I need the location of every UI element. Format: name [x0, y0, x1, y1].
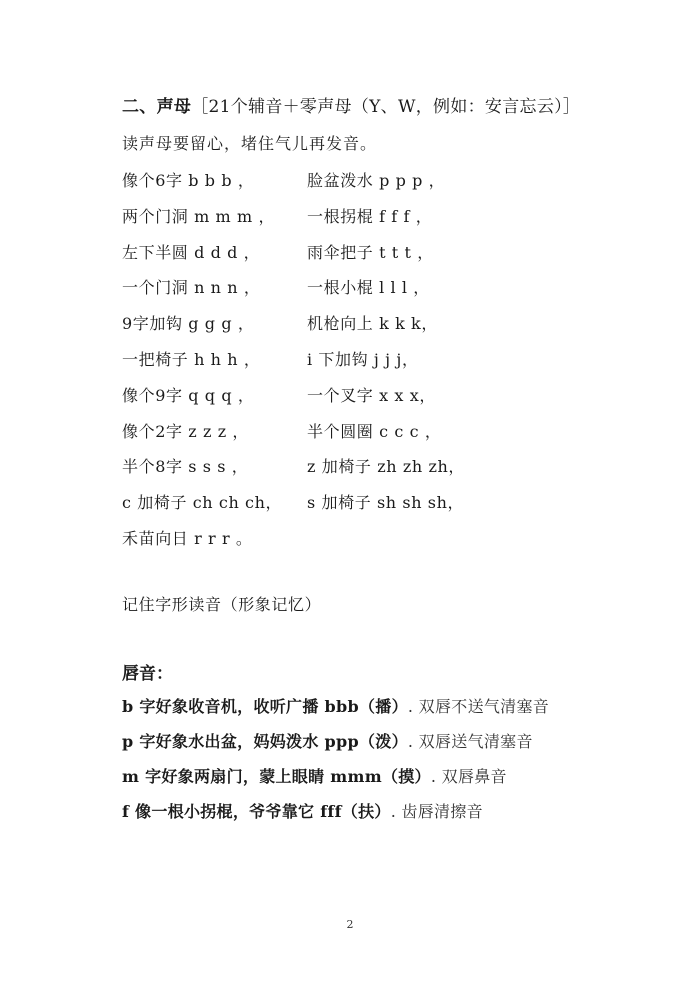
labial-description: . 双唇不送气清塞音: [407, 697, 550, 716]
labial-rhyme: m 字好象两扇门，蒙上眼睛 mmm（摸）: [122, 767, 431, 786]
verse-right: z 加椅子 zh zh zh，: [307, 457, 465, 477]
labial-item: [122, 799, 549, 834]
labial-description: . 双唇送气清塞音: [407, 732, 533, 751]
verse-left: 像个9字 q q q ，: [122, 385, 255, 405]
verse-left: 像个2字 z z z ，: [122, 421, 250, 441]
labials-list: [122, 694, 549, 834]
verse-right: i 下加钩 j j j，: [307, 349, 419, 369]
verse-left: 两个门洞 m m m ，: [122, 206, 276, 226]
verse-left: 一把椅子 h h h ，: [122, 349, 261, 369]
labial-rhyme: b 字好象收音机，收听广播 bbb（播）: [122, 697, 408, 716]
section-title: 二、声母: [122, 97, 192, 117]
page-number: 2: [346, 918, 354, 931]
verse-right: 一个叉字 x x x，: [307, 385, 436, 405]
labials-heading: 唇音：: [122, 664, 173, 684]
verse-left: 9字加钩 g g g ，: [122, 314, 255, 334]
verse-left: 一个门洞 n n n ，: [122, 278, 261, 298]
labial-item: [122, 694, 549, 729]
verse-right: 机枪向上 k k k，: [307, 314, 438, 334]
labial-item: [122, 729, 549, 764]
verse-right: s 加椅子 sh sh sh，: [307, 493, 465, 513]
verse-left: 禾苗向日 r r r 。: [122, 528, 253, 548]
verse-right: 雨伞把子 t t t ，: [307, 242, 434, 262]
memory-note: 记住字形读音（形象记忆）: [122, 595, 322, 614]
labial-description: . 双唇鼻音: [430, 767, 507, 786]
verse-right: 一根小棍 l l l ，: [307, 278, 430, 298]
section-note: ［21个辅音＋零声母（Y、W，例如：安言忘云）］: [191, 97, 581, 117]
verse-right: 一根拐棍 f f f ，: [307, 206, 433, 226]
intro-line: 读声母要留心，堵住气儿再发音。: [122, 134, 378, 153]
verse-right: 半个圆圈 c c c ，: [307, 421, 442, 441]
labial-rhyme: f 像一根小拐棍，爷爷靠它 fff（扶）: [122, 802, 391, 821]
verse-left: 左下半圆 d d d ，: [122, 242, 261, 262]
labial-description: . 齿唇清擦音: [390, 802, 483, 821]
labial-rhyme: p 字好象水出盆，妈妈泼水 ppp（泼）: [122, 732, 408, 751]
labial-item: [122, 764, 549, 799]
section-heading: [122, 92, 580, 117]
verse-left: c 加椅子 ch ch ch，: [122, 493, 283, 513]
verse-left: 像个6字 b b b ，: [122, 171, 255, 190]
verse-right: 脸盆泼水 p p p ，: [307, 171, 446, 190]
verse-left: 半个8字 s s s ，: [122, 457, 249, 477]
